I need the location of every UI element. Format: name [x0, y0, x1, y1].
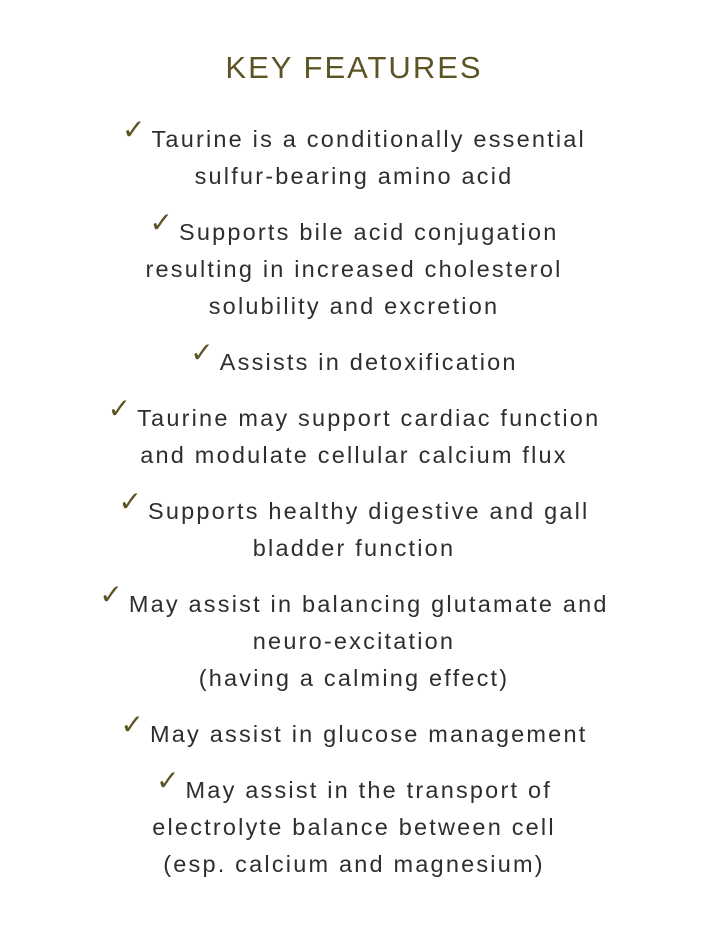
feature-line: (having a calming effect) — [198, 665, 510, 691]
checkmark-icon: ✓ — [156, 764, 180, 797]
checkmark-icon: ✓ — [99, 578, 123, 611]
feature-line: May assist in the transport of — [185, 777, 552, 803]
feature-item — [30, 206, 678, 325]
checkmark-icon: ✓ — [107, 392, 132, 425]
feature-line: sulfur-bearing amino acid — [194, 163, 514, 189]
feature-line: neuro-excitation — [252, 628, 456, 654]
feature-line: May assist in balancing glutamate and — [128, 591, 609, 617]
feature-item — [30, 578, 678, 697]
feature-line: and modulate cellular calcium flux — [140, 442, 568, 468]
feature-line: Supports healthy digestive and gall — [147, 498, 590, 524]
checkmark-icon: ✓ — [118, 485, 142, 518]
section-title: KEY FEATURES — [225, 50, 483, 85]
feature-line: Taurine is a conditionally essential — [151, 126, 586, 152]
checkmark-icon: ✓ — [190, 336, 214, 369]
checkmark-icon: ✓ — [149, 206, 173, 239]
feature-item — [30, 764, 678, 883]
feature-list — [0, 113, 708, 883]
feature-item — [30, 113, 678, 195]
checkmark-icon: ✓ — [120, 708, 144, 741]
feature-line: Assists in detoxification — [219, 349, 518, 375]
feature-line: resulting in increased cholesterol — [145, 256, 563, 282]
feature-line: solubility and excretion — [208, 293, 500, 319]
feature-item — [30, 485, 678, 567]
feature-line: Taurine may support cardiac function — [137, 405, 601, 431]
feature-line: Supports bile acid conjugation — [178, 219, 559, 245]
feature-item — [30, 708, 678, 753]
feature-line: electrolyte balance between cell — [152, 814, 556, 840]
feature-line: May assist in glucose management — [150, 721, 588, 747]
feature-line: (esp. calcium and magnesium) — [163, 851, 545, 877]
feature-item — [30, 336, 678, 381]
checkmark-icon: ✓ — [122, 113, 146, 146]
feature-line: bladder function — [252, 535, 456, 561]
feature-item — [30, 392, 678, 474]
